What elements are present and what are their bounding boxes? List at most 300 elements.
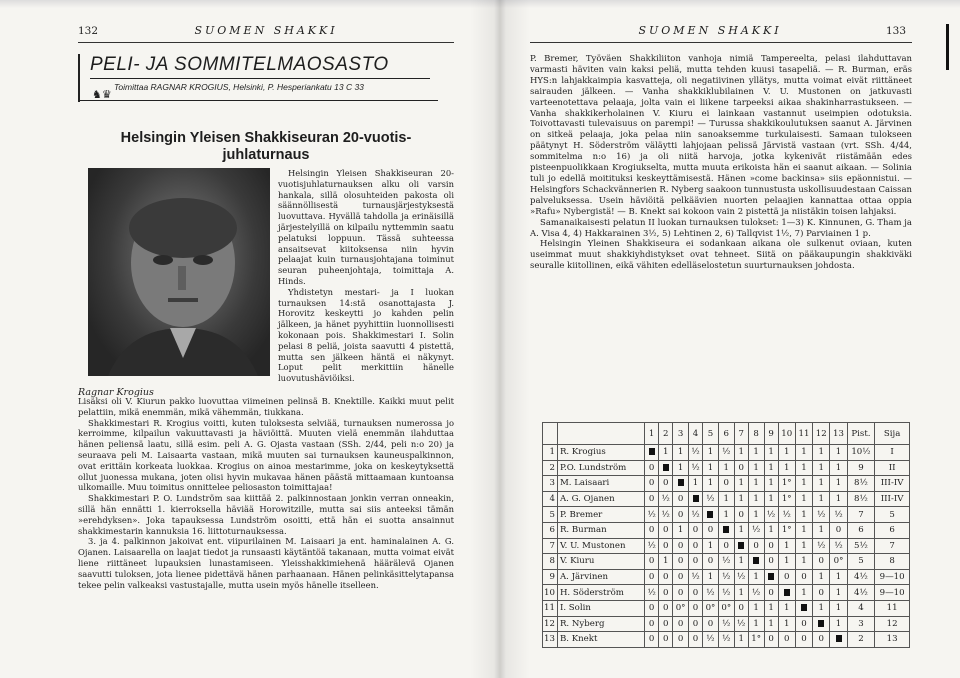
table-row — [543, 460, 910, 476]
left-head-rule — [78, 42, 454, 43]
table-cell: 1 — [813, 445, 830, 461]
table-cell: 0 — [645, 554, 659, 570]
table-cell: 11 — [875, 600, 910, 616]
table-cell: 1 — [830, 585, 847, 601]
table-cell: 0 — [673, 616, 689, 632]
table-cell: 5 — [875, 507, 910, 523]
table-row — [543, 445, 910, 461]
table-cell: 1 — [748, 476, 764, 492]
table-cell: 0 — [645, 491, 659, 507]
table-cell: 0 — [703, 616, 719, 632]
table-cell: 6 — [847, 522, 875, 538]
table-cell: 0 — [645, 569, 659, 585]
table-cell: 4 — [543, 491, 558, 507]
right-page-number: 133 — [885, 25, 906, 37]
table-cell: 1 — [764, 491, 778, 507]
section-underbar — [78, 100, 438, 101]
table-cell: 4 — [847, 600, 875, 616]
article-title: Helsingin Yleisen Shakkiseuran 20-vuotis- juhlaturnaus — [120, 130, 412, 163]
table-cell: 1 — [734, 476, 748, 492]
table-cell: 0 — [813, 585, 830, 601]
table-cell: ½ — [813, 507, 830, 523]
diagonal-block — [738, 542, 744, 549]
table-cell: ½ — [718, 585, 734, 601]
table-header-cell: 5 — [703, 423, 719, 445]
paragraph: Lisäksi oli V. Kiurun pakko luovuttaa viimeinen pelinsä B. Knektille. Kaikki muut pelit pelattiin, mikä enemmän, mikä vähemmän, tiukkana. — [78, 396, 454, 417]
table-cell: ½ — [813, 538, 830, 554]
table-cell: ½ — [734, 569, 748, 585]
paragraph: P. Bremer, Työväen Shakkiliiton vanhoja nimiä Tampereelta, pelasi ilahduttavan varmasti häviten vain kaksi peliä, mutta tehden kuusi tasapeliä. — R. Burman, eräs HYS:n lahjakkaimpia kasvatteja, oli negatiivinen yllätys, mutta voimat eivät riittäneet sairauden jälkeen. — Vanha shakkiklubilainen V. U. Mustonen on jatkuvasti varteenotettava pelaaja, jolta vain ei liikene tarpeeksi aikaa shakinharrastukseen. — Vanha shakkikerholainen V. Kiuru ei lainkaan vastannut useimpien odotuksia. Toivottavasti tulevaisuus on parempi! — Turussa shakkikoulutuksen saanut A. Järvinen on sitkeä pelaaja, joka pelaa niin sanoaksemme turkulaisesti. Samaan tulokseen päätynyt H. Söderström väläytti lahjojaan pelissä Järvistä vastaan (vrt. SSh. 4/44, sommitelma n:o 16) ja oli niitä harvoja, jotka kykenivät riistämään edes pisteenpuolikkaan Krogiukselta, mutta muuta erikoista hän ei saanut aikaan. — Solinia tuli jo edellä moitituksi keskeyttämisestä. Hänen »come backinsa» siis epäonnistui. — Helsingfors Schackvännerien R. Nyberg saakoon tunnustusta uskollisuudestaan Caissan palveluksessa. Usein häviöitä pelkäävien nuorten pelaajien kannattaa ottaa oppia »Rafu» Nybergistä! — B. Knekt sai kokoon vain 2 pistettä ja niistäkin toisen lahjaksi. — [530, 54, 913, 217]
table-cell: ½ — [689, 507, 703, 523]
table-cell: 3 — [543, 476, 558, 492]
table-cell: ½ — [703, 585, 719, 601]
table-cell: 0 — [689, 538, 703, 554]
left-running-head — [78, 24, 454, 40]
paragraph: Shakkimestari P. O. Lundström saa kiittää 2. palkinnostaan jonkin verran onneakin, sillä hän ennätti 1. kierroksella häviää Horowitzille, mutta sai siis anteeksi tämän »erehdyksen». Joka tapauksessa Lundström osoitti, että hän ei suotta ansainnut shakkimestarin kannuksia 16. liittoturnauksessa. — [78, 493, 454, 536]
table-header-cell: 13 — [830, 423, 847, 445]
table-cell: 0 — [764, 632, 778, 648]
table-cell: 2 — [847, 632, 875, 648]
right-running-title: SUOMEN SHAKKI — [638, 24, 782, 37]
table-cell: 0 — [659, 585, 673, 601]
table-cell: 1 — [795, 476, 812, 492]
table-cell: 9 — [847, 460, 875, 476]
table-cell: 1 — [703, 445, 719, 461]
table-cell: 7 — [543, 538, 558, 554]
table-header-cell: 12 — [813, 423, 830, 445]
table-cell: II — [875, 460, 910, 476]
diagonal-block — [693, 495, 699, 502]
table-cell: ½ — [645, 507, 659, 523]
table-cell: 1 — [795, 445, 812, 461]
diagonal-block — [753, 557, 759, 564]
table-cell: 0 — [718, 476, 734, 492]
table-cell: R. Nyberg — [557, 616, 644, 632]
portrait-photo — [88, 168, 270, 376]
table-cell: ½ — [703, 491, 719, 507]
table-cell: 1° — [778, 522, 795, 538]
table-cell: 0 — [718, 538, 734, 554]
diagonal-block — [678, 479, 684, 486]
table-cell: 0 — [645, 632, 659, 648]
section-rule — [90, 78, 430, 79]
table-cell: 1 — [795, 538, 812, 554]
table-cell: ½ — [718, 632, 734, 648]
table-cell — [703, 507, 719, 523]
table-cell: 1 — [830, 569, 847, 585]
table-cell: 0 — [659, 616, 673, 632]
table-cell: 1 — [703, 538, 719, 554]
table-cell: 0 — [689, 585, 703, 601]
table-cell: 1 — [673, 445, 689, 461]
table-cell: 1 — [830, 445, 847, 461]
table-cell: 9 — [543, 569, 558, 585]
table-cell — [748, 554, 764, 570]
table-cell: 0 — [673, 554, 689, 570]
table-row — [543, 538, 910, 554]
diagonal-block — [663, 464, 669, 471]
table-cell — [734, 538, 748, 554]
table-cell: 1° — [748, 632, 764, 648]
table-cell: 1 — [718, 507, 734, 523]
table-cell: 0 — [703, 522, 719, 538]
diagonal-block — [649, 448, 655, 455]
table-cell: 1 — [830, 616, 847, 632]
table-cell: 1 — [764, 600, 778, 616]
table-cell: 1 — [734, 491, 748, 507]
table-cell: 0 — [673, 632, 689, 648]
table-cell: 9—10 — [875, 569, 910, 585]
table-cell: 1 — [813, 460, 830, 476]
table-cell: III-IV — [875, 491, 910, 507]
full-width-text — [78, 396, 454, 590]
diagonal-block — [784, 589, 790, 596]
table-header-cell: 10 — [778, 423, 795, 445]
table-cell: 1 — [748, 569, 764, 585]
table-cell: 0 — [673, 569, 689, 585]
table-cell: V. U. Mustonen — [557, 538, 644, 554]
table-header-cell: Pist. — [847, 423, 875, 445]
paragraph: 3. ja 4. palkinnon jakoivat ent. viipurilainen M. Laisaari ja ent. haminalainen A. G. Ojanen. Laisaarella on laajat tiedot ja runsaasti käytäntöä takanaan, mutta voimat eivät liene riittäneet lupauksien lunastamiseen. Yleisshakkimiehenä häärälevä Ojanen saavutti tuloksen, jota lienee pidettävä hänen parhaanaan. Hänen pelinkäsittelytapansa tekee pelin valkeaksi vastustajalle, mutta usein myös hänelle itselleen. — [78, 536, 454, 590]
table-cell: 0 — [645, 522, 659, 538]
table-cell: 1 — [659, 445, 673, 461]
table-cell — [813, 616, 830, 632]
table-cell: 1 — [748, 491, 764, 507]
diagonal-block — [818, 620, 824, 627]
table-cell: 1° — [778, 491, 795, 507]
table-cell: 10 — [543, 585, 558, 601]
table-cell: 0° — [673, 600, 689, 616]
table-cell — [795, 600, 812, 616]
table-cell: V. Kiuru — [557, 554, 644, 570]
table-cell: 8½ — [847, 476, 875, 492]
results-table — [542, 422, 910, 648]
section-bracket — [78, 54, 80, 102]
table-cell: 0 — [645, 600, 659, 616]
table-cell: 1 — [813, 476, 830, 492]
table-cell: 8 — [543, 554, 558, 570]
table-header-cell: 8 — [748, 423, 764, 445]
table-row — [543, 616, 910, 632]
table-cell: H. Söderström — [557, 585, 644, 601]
table-cell: ½ — [645, 538, 659, 554]
table-cell: 3 — [847, 616, 875, 632]
table-row — [543, 632, 910, 648]
table-cell: 0 — [689, 632, 703, 648]
table-cell: 12 — [543, 616, 558, 632]
table-cell: 0 — [659, 632, 673, 648]
table-cell: 1 — [764, 445, 778, 461]
table-cell: 0 — [795, 569, 812, 585]
table-cell: 1 — [734, 632, 748, 648]
table-row — [543, 522, 910, 538]
table-cell: 1 — [778, 554, 795, 570]
table-cell: 1 — [748, 616, 764, 632]
table-cell: 1 — [673, 460, 689, 476]
table-cell: 1 — [764, 522, 778, 538]
diagonal-block — [723, 526, 729, 533]
table-cell: 5½ — [847, 538, 875, 554]
table-header-cell: 4 — [689, 423, 703, 445]
right-edge-mark — [946, 24, 949, 70]
table-cell: 0° — [703, 600, 719, 616]
table-cell: 1 — [673, 522, 689, 538]
table-header-cell: 6 — [718, 423, 734, 445]
table-cell: P.O. Lundström — [557, 460, 644, 476]
table-header-cell: 3 — [673, 423, 689, 445]
table-row — [543, 476, 910, 492]
table-row — [543, 600, 910, 616]
table-cell: 6 — [543, 522, 558, 538]
table-cell — [673, 476, 689, 492]
table-cell: 0 — [734, 507, 748, 523]
editor-line: Toimittaa RAGNAR KROGIUS, Helsinki, P. Hesperiankatu 13 C 33 — [114, 82, 364, 92]
left-page — [78, 12, 454, 676]
table-cell: 0 — [778, 569, 795, 585]
table-header-cell: 2 — [659, 423, 673, 445]
table-cell: 10½ — [847, 445, 875, 461]
table-cell: 7 — [847, 507, 875, 523]
table-cell: 0° — [830, 554, 847, 570]
table-header-cell — [557, 423, 644, 445]
table-header-cell: 1 — [645, 423, 659, 445]
table-cell: ½ — [689, 445, 703, 461]
table-cell: 1 — [813, 600, 830, 616]
table-cell: 0 — [764, 538, 778, 554]
table-cell: 1° — [778, 476, 795, 492]
table-cell: 12 — [875, 616, 910, 632]
table-cell — [778, 585, 795, 601]
table-cell: 1 — [778, 600, 795, 616]
paragraph: Yhdistetyn mestari- ja I luokan turnauksen 14:stä osanottajasta J. Horovitz keskeytti jo kahden pelin jälkeen, ja hänet pyyhittiin luonnollisesti kokonaan pois. Shakkimestari I. Solin pelasi 8 peliä, joista saavutti 4 pistettä, mutta sen jälkeen häntä ei näkynyt. Loput pelit merkittiin hänelle luovutushäviöiksi. — [278, 286, 454, 384]
table-cell: ½ — [703, 632, 719, 648]
table-cell: 1 — [764, 476, 778, 492]
table-cell: 0 — [659, 600, 673, 616]
table-cell: 0 — [778, 632, 795, 648]
paragraph: Shakkimestari R. Krogius voitti, kuten tuloksesta selviää, turnauksen numerossa jo kerroimme, kilpailun vakuuttavasti ja häviöittä. Muuten vielä enemmän ilahduttaa hänen peliensä laatu, sillä esim. peli A. G. Ojasta vastaan (SSh. 2/44, peli n:o 20) ja seuraava peli M. Laisaarta vastaan, mikä muuten sai turnauksen kauneuspalkinnon, ovat erittäin korkeata luokkaa. Krogius on ainoa mestarimme, joka on keskeytyksettä ollut juonessa mukana, joten olisi hyvin mukavaa hänen päästä mittaamaan kuntoansa ulkomaille. Muu toimitus onnittelee peliosaston toimittajaa! — [78, 417, 454, 493]
table-cell: ½ — [645, 585, 659, 601]
table-cell: 13 — [875, 632, 910, 648]
table-cell — [764, 569, 778, 585]
table-cell: 1 — [778, 538, 795, 554]
paragraph: Helsingin Yleinen Shakkiseura ei sodankaan aikana ole sulkenut oviaan, kuten useimmat muut shakkiyhdistykset ovat tehneet. Siitä on pääkaupungin shakkiväki seuralle kiitollinen, eikä vähiten edelläselostetun suurturnauksen johdosta. — [530, 239, 912, 272]
table-header-cell: 9 — [764, 423, 778, 445]
table-cell: 0 — [659, 569, 673, 585]
table-cell: ½ — [718, 569, 734, 585]
table-cell — [659, 460, 673, 476]
table-cell: P. Bremer — [557, 507, 644, 523]
table-cell: 0 — [748, 538, 764, 554]
table-cell: 0 — [813, 554, 830, 570]
table-cell: M. Laisaari — [557, 476, 644, 492]
table-cell: 1 — [718, 491, 734, 507]
table-cell: 1 — [830, 491, 847, 507]
left-running-title: SUOMEN SHAKKI — [194, 24, 338, 37]
table-cell: ½ — [718, 554, 734, 570]
table-cell: 0 — [689, 616, 703, 632]
table-cell: A. G. Ojanen — [557, 491, 644, 507]
photo-caption: Ragnar Krogius — [78, 387, 154, 398]
table-cell: 0 — [645, 460, 659, 476]
diagonal-block — [801, 604, 807, 611]
table-cell: 1 — [778, 460, 795, 476]
table-cell: 1 — [748, 445, 764, 461]
table-header-cell: 11 — [795, 423, 812, 445]
table-cell: ½ — [764, 507, 778, 523]
table-header-cell: 7 — [734, 423, 748, 445]
table-cell: ½ — [689, 460, 703, 476]
table-cell: 1 — [703, 460, 719, 476]
table-cell: ½ — [689, 569, 703, 585]
left-page-number: 132 — [78, 25, 99, 37]
table-cell: 0 — [813, 632, 830, 648]
table-cell: ½ — [778, 507, 795, 523]
table-cell: 7 — [875, 538, 910, 554]
table-cell: 1 — [764, 460, 778, 476]
diagonal-block — [768, 573, 774, 580]
table-cell: ½ — [718, 616, 734, 632]
side-column-text — [278, 168, 454, 384]
table-cell: 1 — [748, 600, 764, 616]
right-page — [530, 12, 912, 676]
table-cell — [689, 491, 703, 507]
paragraph: Helsingin Yleisen Shakkiseuran 20-vuotisjuhlaturnauksen alku oli varsin hankala, sillä olosuhteiden pakosta oli säännöllisestä turnausjärjestyksestä luovuttava. Hyvällä tahdolla ja erinäisillä järjestelyillä on kilpailu nyttemmin saatu pelatuksi loppuun. Tässä suhteessa ansaitsevat kiitoksensa niin hyvin pelaajat kuin turnausjohtajana toiminut seuran puheenjohtaja, toimittaja A. Hinds. — [278, 168, 454, 286]
table-header-cell: Sija — [875, 423, 910, 445]
table-cell — [718, 522, 734, 538]
table-cell: 1 — [734, 522, 748, 538]
table-cell: I — [875, 445, 910, 461]
chess-pieces-icon: ♞♛ — [92, 88, 112, 101]
table-row — [543, 554, 910, 570]
table-cell: 0 — [764, 554, 778, 570]
table-row — [543, 585, 910, 601]
table-cell: 0 — [659, 522, 673, 538]
table-cell: 0 — [673, 538, 689, 554]
table-cell: 1 — [795, 554, 812, 570]
table-row — [543, 569, 910, 585]
table-cell: 1 — [748, 460, 764, 476]
table-cell: A. Järvinen — [557, 569, 644, 585]
table-cell: 1 — [778, 445, 795, 461]
table-cell: 1 — [659, 554, 673, 570]
table-cell: 1 — [734, 554, 748, 570]
table-cell — [830, 632, 847, 648]
table-cell: ½ — [734, 616, 748, 632]
table-cell: 1 — [813, 491, 830, 507]
table-cell: 0 — [689, 600, 703, 616]
section-header — [78, 54, 438, 106]
table-cell: 1 — [830, 600, 847, 616]
table-cell: 4½ — [847, 569, 875, 585]
table-cell: 1 — [543, 445, 558, 461]
table-cell: 1 — [795, 522, 812, 538]
table-cell: 1 — [764, 616, 778, 632]
table-cell: ½ — [748, 585, 764, 601]
table-cell: 5 — [543, 507, 558, 523]
page-gutter — [470, 0, 530, 678]
table-cell: 1 — [795, 507, 812, 523]
table-cell: 0 — [689, 554, 703, 570]
table-cell: 0 — [764, 585, 778, 601]
table-cell: 9—10 — [875, 585, 910, 601]
table-cell: 1 — [703, 476, 719, 492]
table-cell: 0 — [689, 522, 703, 538]
table-cell: 1 — [795, 460, 812, 476]
table-cell: III-IV — [875, 476, 910, 492]
table-cell: 0° — [718, 600, 734, 616]
table-cell: 8½ — [847, 491, 875, 507]
table-cell: 1 — [689, 476, 703, 492]
table-cell: 1 — [703, 569, 719, 585]
table-cell: 0 — [659, 538, 673, 554]
table-cell: ½ — [830, 538, 847, 554]
table-body — [543, 445, 910, 648]
table-cell: 1 — [734, 585, 748, 601]
table-cell: 1 — [778, 616, 795, 632]
table-cell: 0 — [830, 522, 847, 538]
table-cell: 0 — [673, 491, 689, 507]
table-cell: 8 — [875, 554, 910, 570]
table-cell: 0 — [645, 616, 659, 632]
table-cell: 1 — [813, 522, 830, 538]
table-cell: 1 — [748, 507, 764, 523]
diagonal-block — [836, 635, 842, 642]
table-cell: 0 — [673, 585, 689, 601]
table-cell: ½ — [748, 522, 764, 538]
table-cell: 1 — [813, 569, 830, 585]
table-cell: B. Knekt — [557, 632, 644, 648]
table-header-cell — [543, 423, 558, 445]
table-cell — [645, 445, 659, 461]
table-cell: 4½ — [847, 585, 875, 601]
section-title: PELI- JA SOMMITELMAOSASTO — [90, 54, 389, 75]
table-cell: ½ — [830, 507, 847, 523]
table-cell: 0 — [734, 600, 748, 616]
table-cell: 2 — [543, 460, 558, 476]
table-cell: 0 — [645, 476, 659, 492]
paragraph: Samanaikaisesti pelatun II luokan turnauksen tulokset: 1—3) K. Kinnunen, G. Tham ja A. Visa 4, 4) Hakkarainen 3½, 5) Lehtinen 2, 6) Tallqvist 1½, 7) Parviainen 1 p. — [530, 217, 912, 239]
table-cell: 0 — [795, 616, 812, 632]
table-cell: 0 — [659, 476, 673, 492]
table-cell: ½ — [718, 445, 734, 461]
table-cell: 1 — [718, 460, 734, 476]
right-column-text — [530, 54, 912, 272]
table-cell: I. Solin — [557, 600, 644, 616]
table-cell: 5 — [847, 554, 875, 570]
table-cell: R. Krogius — [557, 445, 644, 461]
table-cell: 11 — [543, 600, 558, 616]
table-cell: 1 — [830, 460, 847, 476]
diagonal-block — [707, 511, 713, 518]
table-cell: 1 — [830, 476, 847, 492]
table-row — [543, 491, 910, 507]
table-cell: 0 — [795, 632, 812, 648]
right-head-rule — [530, 42, 912, 43]
table-cell: 1 — [795, 585, 812, 601]
table-cell: 0 — [734, 460, 748, 476]
table-cell: 0 — [673, 507, 689, 523]
table-cell: R. Burman — [557, 522, 644, 538]
table-cell: 1 — [795, 491, 812, 507]
right-running-head — [530, 24, 906, 40]
table-cell: 0 — [703, 554, 719, 570]
table-cell: ½ — [659, 507, 673, 523]
table-cell: 13 — [543, 632, 558, 648]
table-cell: ½ — [659, 491, 673, 507]
table-header-row — [543, 423, 910, 445]
table-row — [543, 507, 910, 523]
table-cell: 1 — [734, 445, 748, 461]
